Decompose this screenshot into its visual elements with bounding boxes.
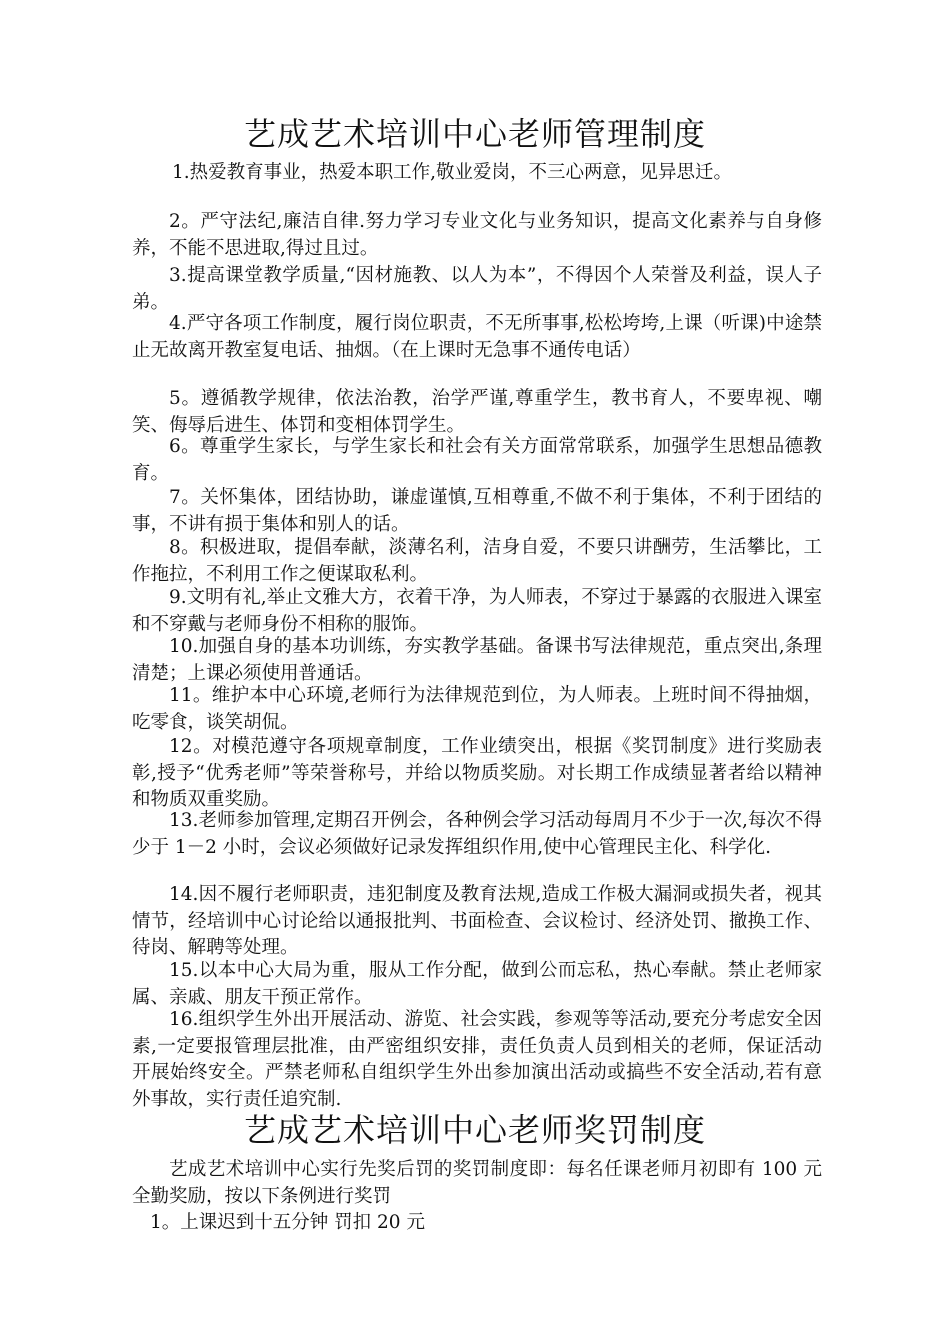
rule-10: 10.加强自身的基本功训练，夯实教学基础。备课书写法律规范，重点突出,条理清楚；上课必须使用普通话。 (132, 636, 822, 684)
rule-11: 11。维护本中心环境,老师行为法律规范到位，为人师表。上班时间不得抽烟，吃零食，谈笑胡侃。 (132, 685, 822, 733)
management-title: 艺成艺术培训中心老师管理制度 (243, 115, 706, 153)
rule-16: 16.组织学生外出开展活动、游览、社会实践，参观等等活动,要充分考虑安全因素,一定要报管理层批准，由严密组织安排，责任负责人员到相关的老师，保证活动开展始终安全。严禁老师私自组织学生外出参加演出活动或搞些不安全活动,若有意外事故，实行责任追究制. (132, 1009, 822, 1110)
rule-8: 8。积极进取，提倡奉献，淡薄名利，洁身自爱，不要只讲酬劳，生活攀比，工作拖拉，不利用工作之便谋取私利。 (132, 537, 822, 585)
rule-1: 1.热爱教育事业，热爱本职工作,敬业爱岗，不三心两意，见异思迁。 (172, 162, 733, 183)
rule-2: 2。严守法纪,廉洁自律.努力学习专业文化与业务知识，提高文化素养与自身修养，不能不思进取,得过且过。 (132, 211, 822, 259)
rule-7: 7。关怀集体，团结协助，谦虚谨慎,互相尊重,不做不利于集体，不利于团结的事，不讲有损于集体和别人的话。 (132, 487, 822, 535)
rule-15: 15.以本中心大局为重，服从工作分配，做到公而忘私，热心奉献。禁止老师家属、亲戚、朋友干预正常作。 (132, 960, 822, 1008)
rewards-title: 艺成艺术培训中心老师奖罚制度 (243, 1111, 706, 1149)
rule-9: 9.文明有礼,举止文雅大方，衣着干净，为人师表，不穿过于暴露的衣服进入课室和不穿戴与老师身份不相称的服饰。 (132, 587, 822, 635)
reward-rule-1: 1。上课迟到十五分钟 罚扣 20 元 (150, 1212, 425, 1233)
rule-13: 13.老师参加管理,定期召开例会，各种例会学习活动每周月不少于一次,每次不得少于 1－2 小时，会议必须做好记录发挥组织作用,使中心管理民主化、科学化. (132, 810, 822, 858)
rule-3: 3.提高课堂教学质量,“因材施教、以人为本”，不得因个人荣誉及利益，误人子弟。 (132, 265, 822, 313)
rewards-intro: 艺成艺术培训中心实行先奖后罚的奖罚制度即：每名任课老师月初即有 100 元全勤奖励，按以下条例进行奖罚 (132, 1159, 822, 1207)
rule-5: 5。遵循教学规律，依法治教，治学严谨,尊重学生，教书育人，不要卑视、嘲笑、侮辱后进生、体罚和变相体罚学生。 (132, 388, 822, 436)
rule-14: 14.因不履行老师职责，违犯制度及教育法规,造成工作极大漏洞或损失者，视其情节，经培训中心讨论给以通报批判、书面检查、会议检讨、经济处罚、撤换工作、待岗、解聘等处理。 (132, 884, 822, 958)
rule-4: 4.严守各项工作制度，履行岗位职责，不无所事事,松松垮垮,上课（听课)中途禁止无故离开教室复电话、抽烟。（在上课时无急事不通传电话） (132, 313, 822, 361)
rule-12: 12。对模范遵守各项规章制度，工作业绩突出，根据《奖罚制度》进行奖励表彰,授予“优秀老师”等荣誉称号，并给以物质奖励。对长期工作成绩显著者给以精神和物质双重奖励。 (132, 736, 822, 810)
rule-6: 6。尊重学生家长，与学生家长和社会有关方面常常联系，加强学生思想品德教育。 (132, 436, 822, 484)
